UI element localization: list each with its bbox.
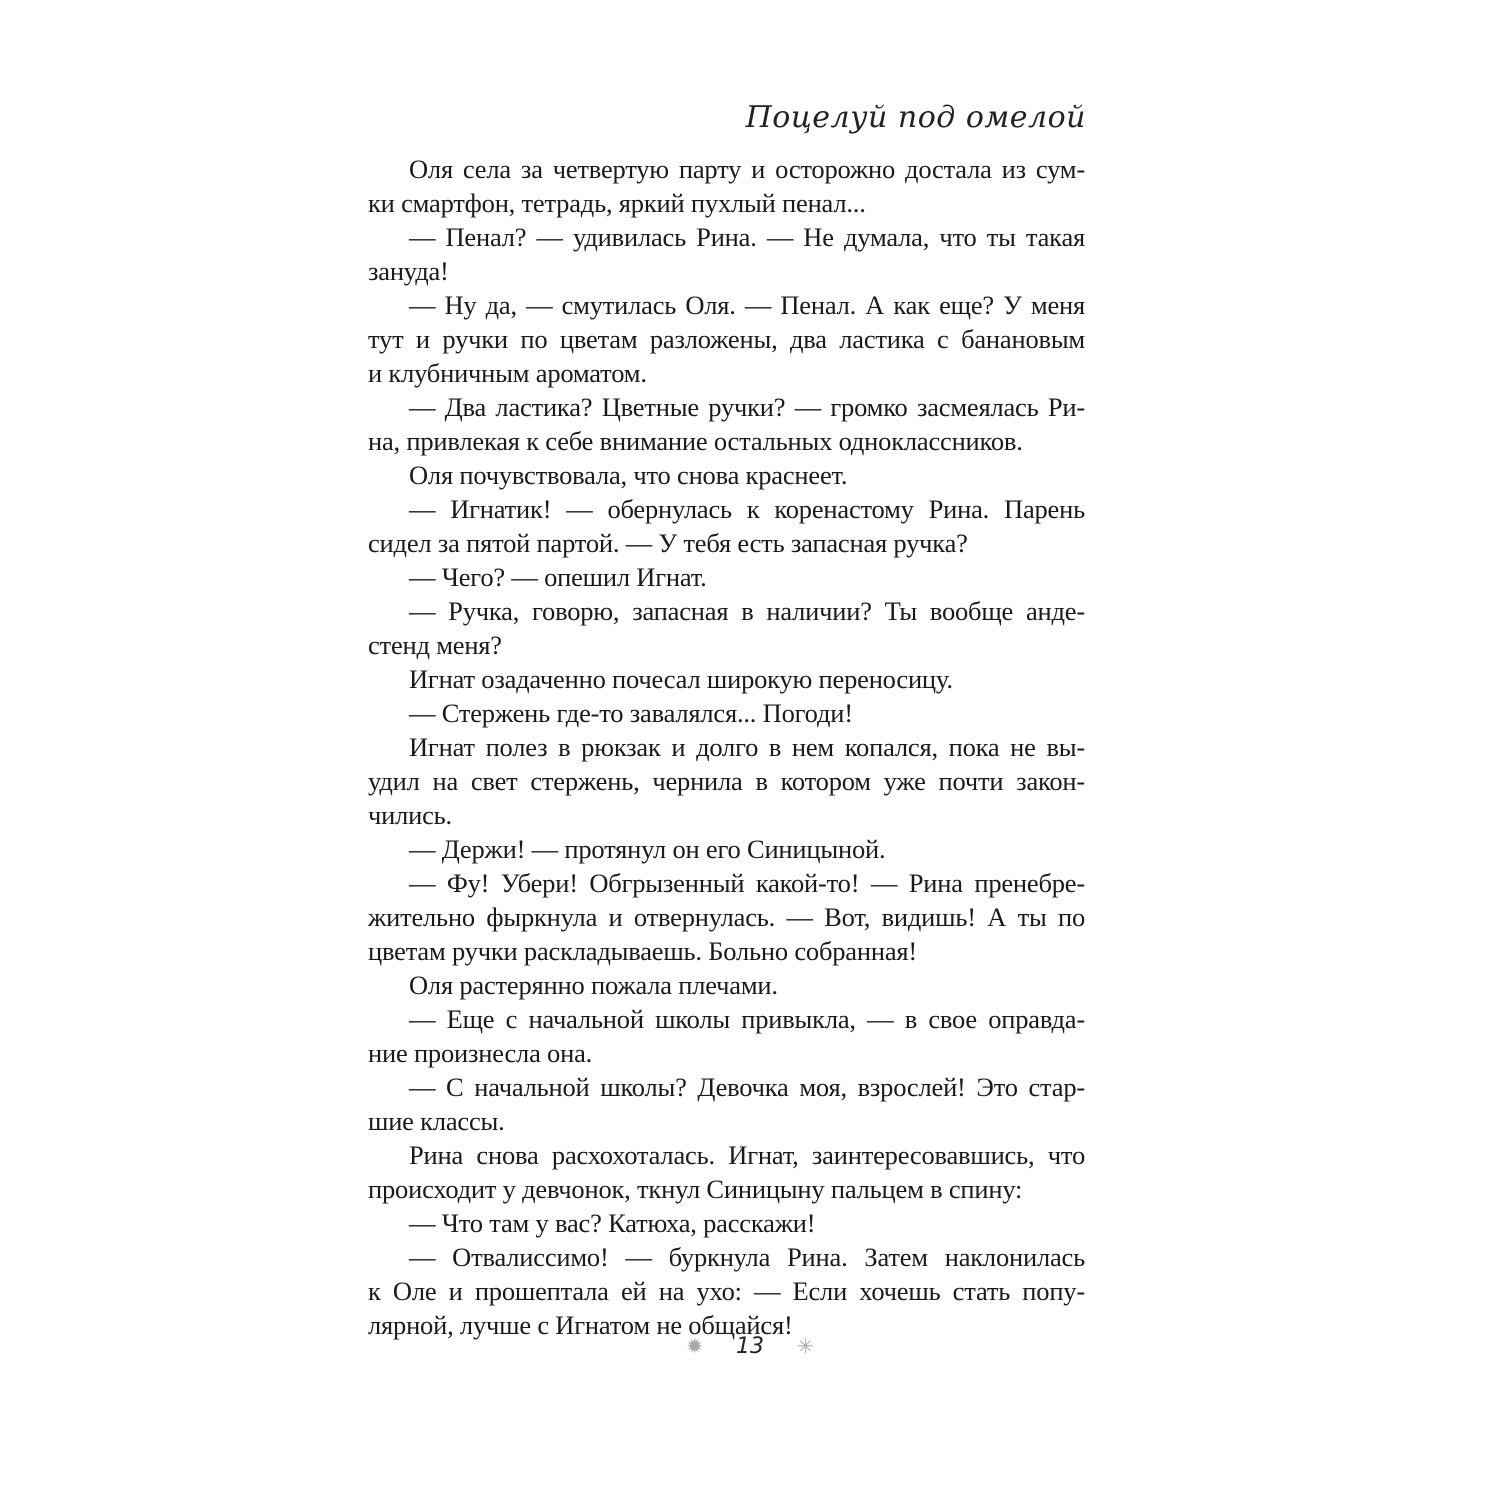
asterisk-icon: ✳	[797, 1334, 814, 1358]
text-line: стенд меня?	[368, 630, 502, 660]
text-line: — Отвалиссимо! — буркнула Рина. Затем наклонилась	[409, 1242, 1085, 1272]
text-line: — Ручка, говорю, запасная в наличии? Ты вообще анде-	[409, 596, 1085, 626]
text-line: происходит у девчонок, ткнул Синицыну пальцем в спину:	[368, 1174, 1023, 1204]
text-line: Рина снова расхохоталась. Игнат, заинтересовавшись, что	[409, 1140, 1085, 1170]
text-line: Игнат полез в рюкзак и долго в нем копался, пока не вы-	[409, 732, 1085, 762]
body-text	[368, 152, 1085, 1342]
text-line: — Держи! — протянул он его Синицыной.	[409, 834, 886, 864]
text-line: — Чего? — опешил Игнат.	[409, 562, 707, 592]
text-line: лярной, лучше с Игнатом не общайся!	[368, 1310, 793, 1340]
text-line: цветам ручки раскладываешь. Больно собранная!	[368, 936, 918, 966]
text-line: — Фу! Убери! Обгрызенный какой-то! — Рина пренебре-	[409, 868, 1085, 898]
text-line: зануда!	[368, 256, 449, 286]
folio	[0, 1334, 1500, 1359]
text-line: жительно фыркнула и отвернулась. — Вот, видишь! А ты по	[368, 902, 1085, 932]
text-line: тут и ручки по цветам разложены, два ластика с банановым	[368, 324, 1085, 354]
text-line: шие классы.	[368, 1106, 505, 1136]
text-line: — Пенал? — удивилась Рина. — Не думала, что ты такая	[409, 222, 1085, 252]
text-line: — Два ластика? Цветные ручки? — громко засмеялась Ри-	[409, 392, 1085, 422]
running-head-title: Поцелуй под омелой	[745, 100, 1086, 135]
text-line: удил на свет стержень, чернила в котором уже почти закон-	[368, 766, 1085, 796]
text-line: ние произнесла она.	[368, 1038, 593, 1068]
page-number: 13	[736, 1334, 764, 1359]
text-line: — Что там у вас? Катюха, расскажи!	[409, 1208, 816, 1238]
text-line: чились.	[368, 800, 452, 830]
text-line: — Игнатик! — обернулась к коренастому Рина. Парень	[409, 494, 1085, 524]
text-line: — Еще с начальной школы привыкла, — в свое оправда-	[409, 1004, 1085, 1034]
text-line: и клубничным ароматом.	[368, 358, 647, 388]
text-line: — Стержень где-то завалялся... Погоди!	[409, 698, 853, 728]
text-line: на, привлекая к себе внимание остальных одноклассников.	[368, 426, 1023, 456]
text-line: Оля растерянно пожала плечами.	[409, 970, 778, 1000]
text-line: ки смартфон, тетрадь, яркий пухлый пенал...	[368, 188, 866, 218]
text-line: — С начальной школы? Девочка моя, взрослей! Это стар-	[409, 1072, 1085, 1102]
text-line: сидел за пятой партой. — У тебя есть запасная ручка?	[368, 528, 968, 558]
text-line: Оля села за четвертую парту и осторожно достала из сум-	[409, 154, 1085, 184]
text-line: к Оле и прошептала ей на ухо: — Если хочешь стать попу-	[368, 1276, 1085, 1306]
text-line: Игнат озадаченно почесал широкую переносицу.	[409, 664, 953, 694]
snowflake-icon: ✹	[686, 1334, 703, 1358]
text-line: Оля почувствовала, что снова краснеет.	[409, 460, 848, 490]
text-line: — Ну да, — смутилась Оля. — Пенал. А как еще? У меня	[409, 290, 1085, 320]
